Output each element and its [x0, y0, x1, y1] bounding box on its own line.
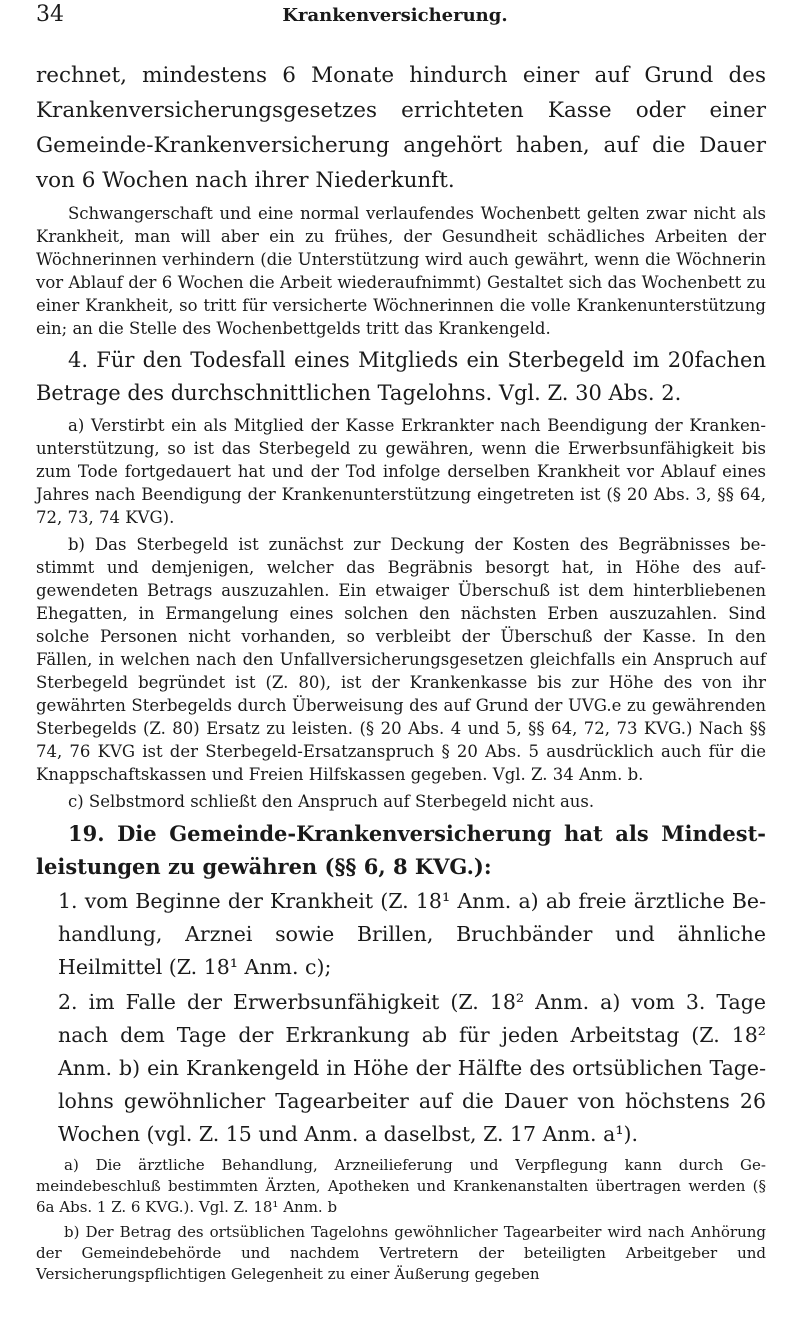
list-item-2: 2. im Falle der Erwerbsunfähigkeit (Z. 18² Anm. a) vom 3. Tage nach dem Tage der Erkrankung ab für jeden Arbeitstag (Z. 18² Anm. b) ein Krankengeld in Höhe der Hälfte des ortsüblichen Tagelohns gewöhnlicher Tagearbeiter auf die Dauer von höchstens 26 Wochen (vgl. Z. 15 und Anm. a daselbst, Z. 17 Anm. a¹).: [58, 990, 766, 1146]
page-body: [36, 58, 766, 1285]
note-c: c) Selbstmord schließt den Anspruch auf Sterbegeld nicht aus.: [68, 792, 595, 811]
footnote-b: b) Der Betrag des ortsüblichen Tagelohns gewöhnlicher Tagearbeiter wird nach Anhörung der Gemeindebehörde und nachdem Vertretern der beteiligten Arbeitgeber und Versicherungspflichtigen Gelegenheit zu einer Äußerung gegeben: [36, 1223, 766, 1283]
note-pregnancy: Schwangerschaft und eine normal verlaufendes Wochenbett gelten zwar nicht als Krankheit, man will aber ein zu frühes, der Gesundheit schädliches Arbeiten der Wöchnerinnen verhindern (die Unterstützung wird auch gewährt, wenn die Wöchnerin vor Ablauf der 6 Wochen die Arbeit wiederaufnimmt) Gestaltet sich das Wochenbett zu einer Krankheit, so tritt für versicherte Wöchnerinnen die volle Krankenunterstützung ein; an die Stelle des Wochenbettgelds tritt das Krankengeld.: [36, 204, 766, 338]
section-19-heading: 19. Die Gemeinde-Krankenversicherung hat als Mindestleistungen zu gewähren (§§ 6, 8 KVG.):: [36, 821, 766, 879]
list-item-1: 1. vom Beginne der Krankheit (Z. 18¹ Anm. a) ab freie ärztliche Behandlung, Arznei sowie Brillen, Bruchbänder und ähnliche Heilmittel (Z. 18¹ Anm. c);: [58, 889, 766, 979]
note-b: b) Das Sterbegeld ist zunächst zur Deckung der Kosten des Begräbnisses bestimmt und demjenigen, welcher das Begräbnis besorgt hat, in Höhe des aufgewendeten Betrags auszuzahlen. Ein etwaiger Überschuß ist dem hinterbliebenen Ehegatten, in Ermangelung eines solchen den nächsten Erben auszuzahlen. Sind solche Personen nicht vorhanden, so verbleibt der Überschuß der Kasse. In den Fällen, in welchen nach den Unfallversicherungsgesetzen gleichfalls ein Anspruch auf Sterbegeld begründet ist (Z. 80), ist der Krankenkasse bis zur Höhe des von ihr gewährten Sterbegelds durch Überweisung des auf Grund der UVG.e zu gewährenden Sterbegelds (Z. 80) Ersatz zu leisten. (§ 20 Abs. 4 und 5, §§ 64, 72, 73 KVG.) Nach §§ 74, 76 KVG ist der Sterbegeld-Ersatzanspruch § 20 Abs. 5 ausdrücklich auch für die Knappschaftskassen und Freien Hilfskassen gegeben. Vgl. Z. 34 Anm. b.: [36, 535, 766, 784]
footnote-a: a) Die ärztliche Behandlung, Arzneilieferung und Verpflegung kann durch Gemeindebeschluß bestimmten Ärzten, Apotheken und Krankenanstalten übertragen werden (§ 6a Abs. 1 Z. 6 KVG.). Vgl. Z. 18¹ Anm. b: [36, 1156, 766, 1216]
paragraph-continuation: rechnet, mindestens 6 Monate hindurch einer auf Grund des Krankenversicherungsgesetzes errichteten Kasse oder einer Gemeinde-Krankenversicherung angehört haben, auf die Dauer von 6 Wochen nach ihrer Niederkunft.: [36, 63, 766, 193]
running-title: Krankenversicherung.: [282, 5, 508, 26]
page-number: 34: [36, 2, 64, 27]
note-a: a) Verstirbt ein als Mitglied der Kasse Erkrankter nach Beendigung der Krankenunterstützung, so ist das Sterbegeld zu gewähren, wenn die Erwerbsunfähigkeit bis zum Tode fortgedauert hat und der Tod infolge derselben Krankheit vor Ablauf eines Jahres nach Beendigung der Krankenunterstützung eingetreten ist (§ 20 Abs. 3, §§ 64, 72, 73, 74 KVG).: [36, 416, 766, 527]
item-4-death-benefit: 4. Für den Todesfall eines Mitglieds ein Sterbegeld im 20fachen Betrage des durchschnittlichen Tagelohns. Vgl. Z. 30 Abs. 2.: [36, 348, 766, 405]
page-header: [36, 0, 766, 46]
